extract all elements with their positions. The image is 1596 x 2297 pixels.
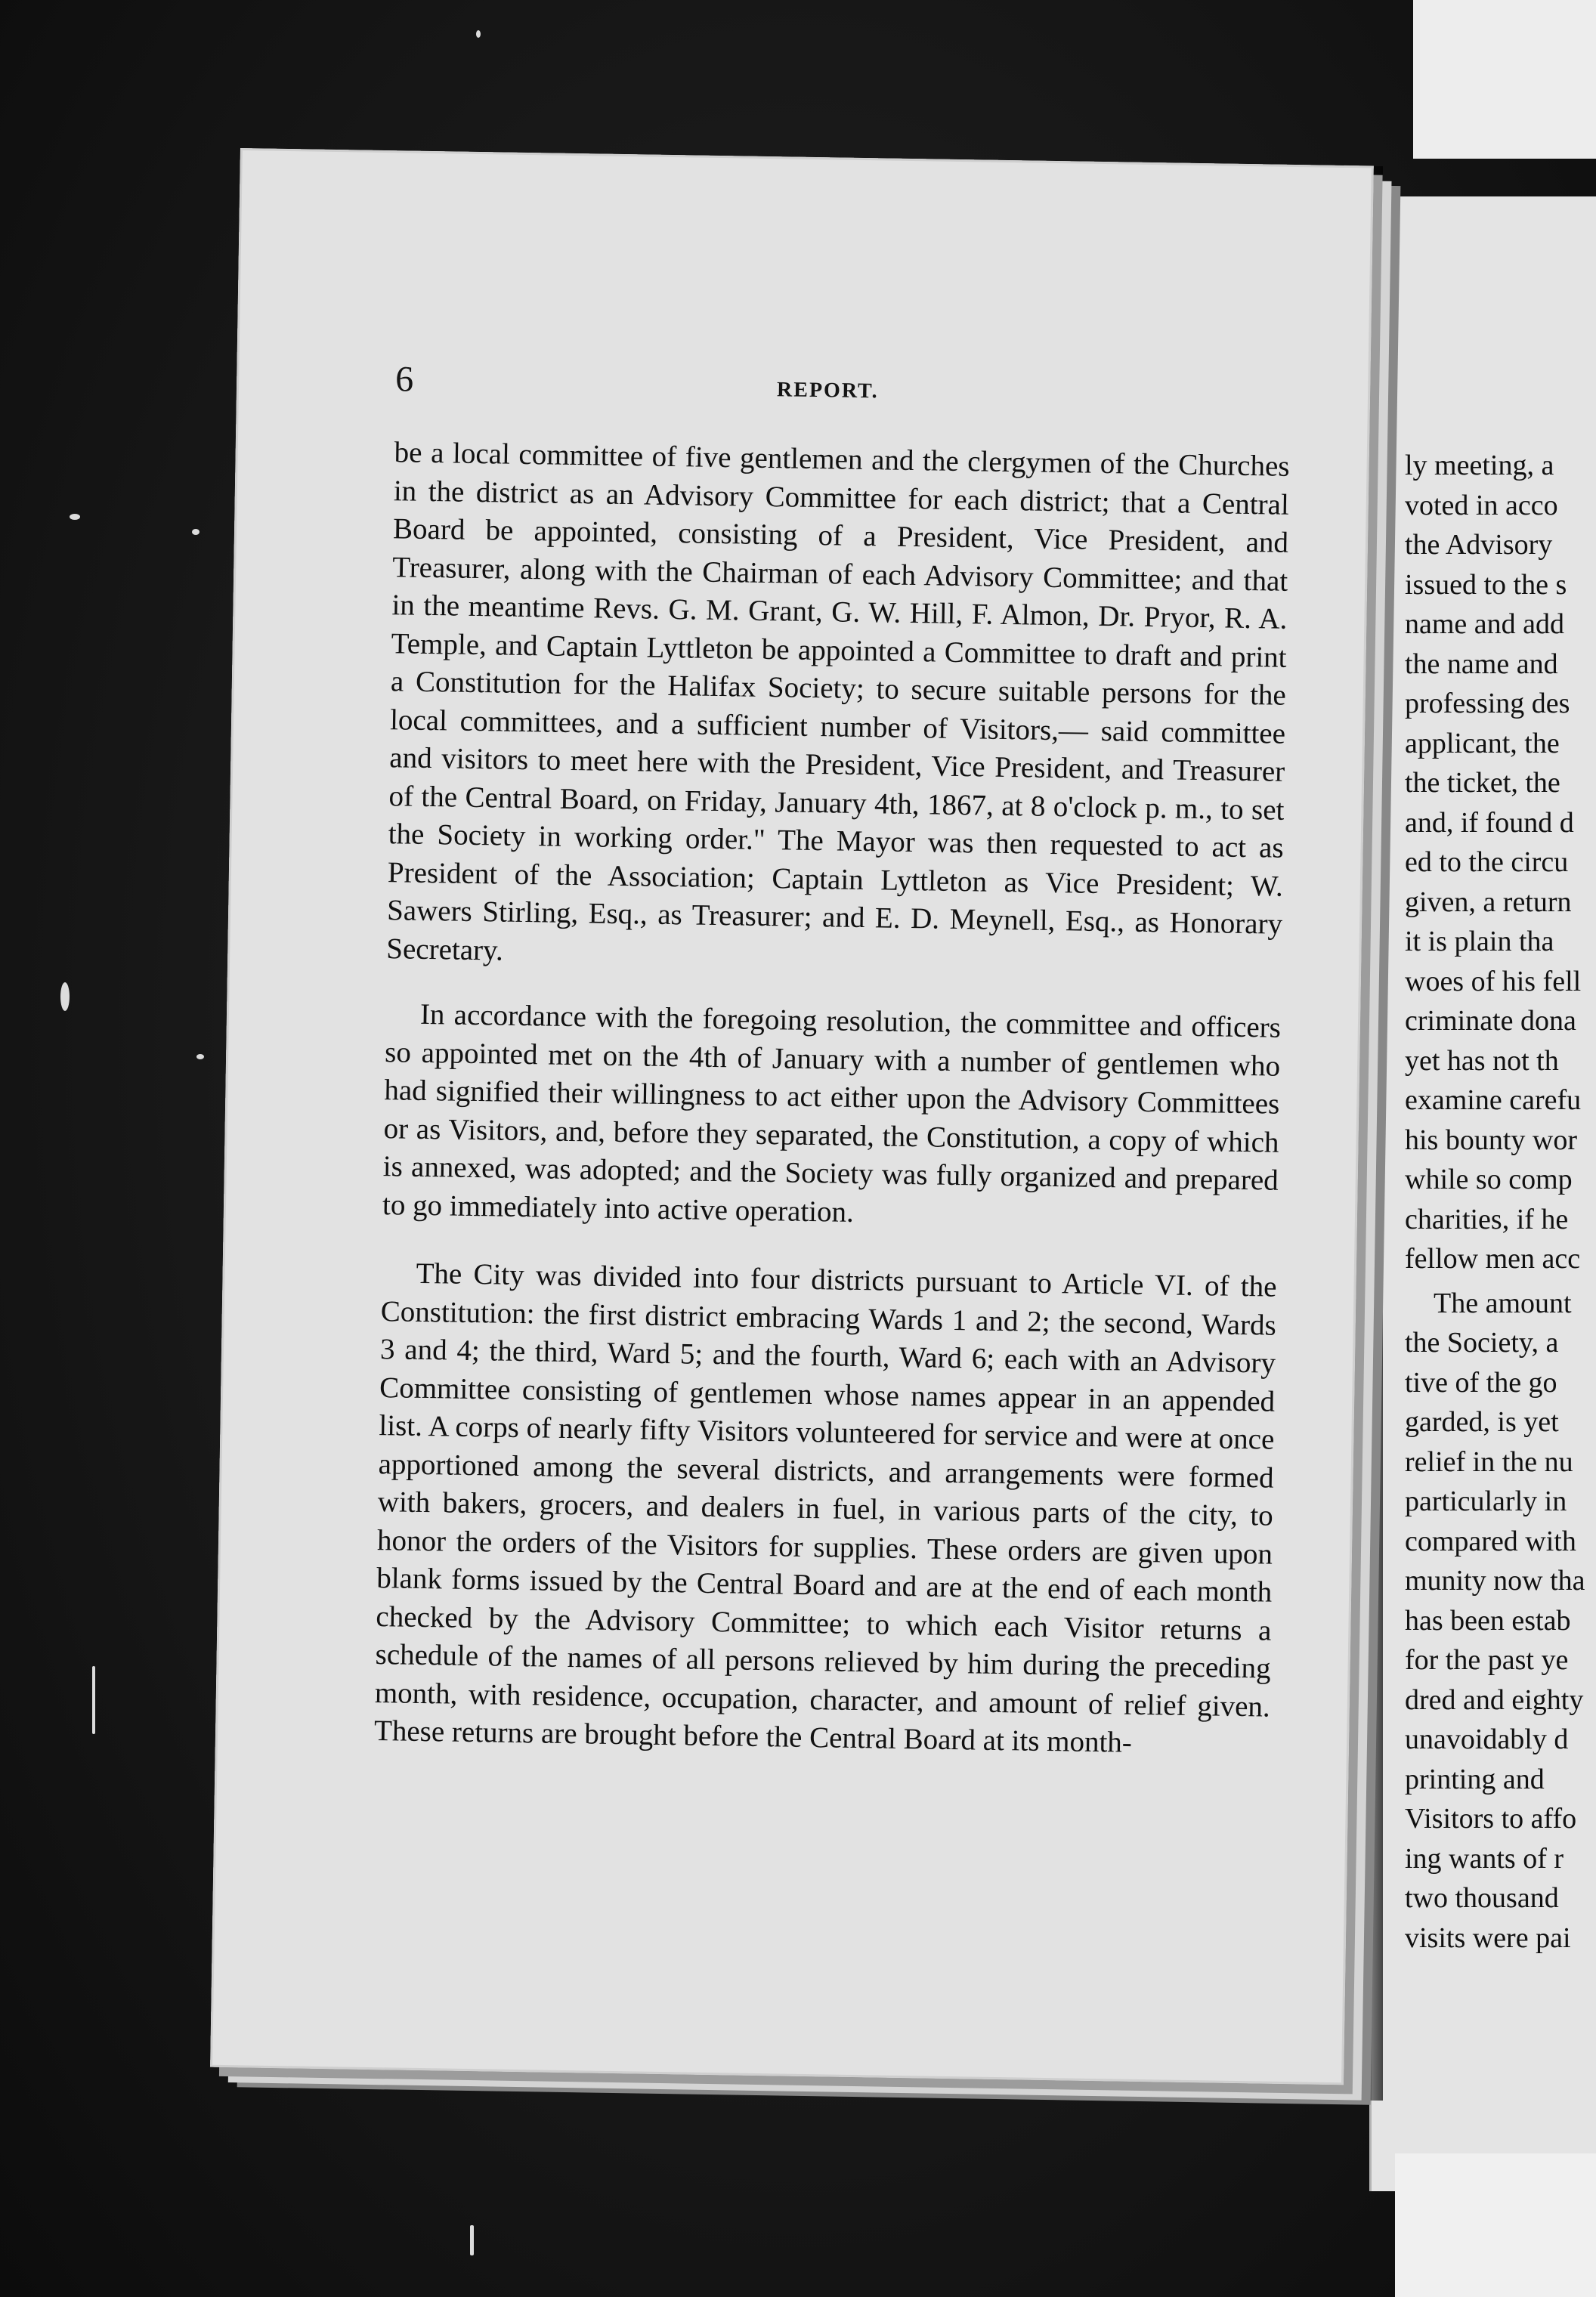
right-page-line: tive of the go (1405, 1366, 1557, 1399)
dust-speck (60, 982, 70, 1011)
right-page-line: and, if found d (1405, 806, 1574, 839)
left-page (210, 148, 1374, 2085)
right-page-line: ed to the circu (1405, 846, 1569, 878)
right-page-line: issued to the s (1405, 568, 1567, 601)
dust-speck (92, 1666, 95, 1734)
left-page-content (373, 358, 1291, 1795)
page-header (395, 358, 1291, 425)
right-page-line: applicant, the (1405, 727, 1560, 759)
right-page-line: ly meeting, a (1405, 450, 1554, 481)
right-page-line: examine carefu (1405, 1084, 1582, 1116)
right-page-line: The amount (1434, 1287, 1572, 1319)
right-page-line: professing des (1405, 688, 1570, 719)
right-page-line: has been estab (1405, 1604, 1571, 1637)
right-page-line: fellow men acc (1405, 1243, 1581, 1275)
right-page-line: for the past ye (1405, 1644, 1569, 1676)
right-page-line: name and add (1405, 608, 1565, 640)
right-page-line: particularly in (1405, 1485, 1567, 1517)
right-page-line: yet has not th (1405, 1044, 1559, 1077)
right-page-line: ing wants of r (1405, 1842, 1564, 1875)
right-page-line: criminate dona (1405, 1005, 1576, 1037)
right-page-line: two thousand (1405, 1882, 1559, 1914)
right-page-line: unavoidably d (1405, 1724, 1569, 1755)
right-page-line: the ticket, the (1405, 767, 1560, 799)
right-page-line: while so comp (1405, 1164, 1573, 1195)
dust-speck (476, 30, 481, 38)
right-page-line: relief in the nu (1405, 1445, 1573, 1478)
right-page-line: visits were pai (1405, 1921, 1571, 1954)
dust-speck (70, 514, 80, 520)
paragraph-districts: The City was divided into four districts pursuant to Article VI. of the Constitution: the first district embracing Wards 1 and 2; the second, Wards 3 and 4; the third, Ward 5; and the fourth, Ward 6; each with an Advisory Committee consisting of gentlemen whose names appear in an appended list. A corps of nearly fifty Visitors volunteered for service and were at once apportioned among the several districts, and arrangements were formed with bakers, grocers, and dealers in fuel, in various parts of the city, to honor the orders of the Visitors for supplies. These orders are given upon blank forms issued by the Central Board and are at the end of each month checked by the Advisory Committee; to which each Visitor returns a schedule of the names of all persons relieved by him during the preceding month, with residence, occupation, character, and amount of relief given. These returns are brought before the Central Board at its month- (373, 1257, 1277, 1759)
right-page-line: charities, if he (1405, 1203, 1569, 1235)
dust-speck (192, 529, 200, 535)
right-page-line: it is plain tha (1405, 926, 1554, 957)
right-page-line: dred and eighty (1405, 1683, 1584, 1716)
right-page-line: munity now tha (1405, 1565, 1585, 1597)
right-page-line: his bounty wor (1405, 1124, 1577, 1156)
right-page-line: woes of his fell (1405, 965, 1582, 997)
right-page-text (1405, 446, 1596, 1958)
film-edge-light (1395, 2153, 1596, 2297)
paragraph-organization: In accordance with the foregoing resolution, the committee and officers so appointed met on the 4th of January with a number of gentlemen who had signified their willingness to act either upon the Advisory Committees or as Visitors, and, before they separated, the Constitution, a copy of which is annexed, was adopted; and the Society was fully organized and prepared to go immediately into active operation. (382, 997, 1282, 1229)
right-page-line: Visitors to affo (1405, 1803, 1577, 1835)
dust-speck (470, 2225, 474, 2255)
right-page-line: garded, is yet (1405, 1406, 1559, 1438)
right-page-line: the Society, a (1405, 1327, 1559, 1359)
right-page-line: given, a return (1405, 886, 1572, 918)
right-page-line: printing and (1405, 1763, 1545, 1795)
page-number: 6 (394, 359, 414, 400)
right-page (1369, 196, 1596, 2191)
film-edge-light (1413, 0, 1596, 159)
right-page-line: the name and (1405, 648, 1558, 680)
right-page-line: voted in acco (1405, 489, 1558, 521)
right-page-line: the Advisory (1405, 529, 1553, 561)
running-head: REPORT. (776, 378, 879, 403)
dust-speck (196, 1054, 204, 1059)
paragraph-resolution: be a local committee of five gentlemen and the clergymen of the Churches in the district as an Advisory Committee for each district; that a Central Board be appointed, consisting of a President, Vice President, and Treasurer, along with the Chairman of each Advisory Committee; and that in the meantime Revs. G. M. Grant, G. W. Hill, F. Almon, Dr. Pryor, R. A. Temple, and Captain Lyttleton be appointed a Committee to draft and print a Constitution for the Halifax Society; to secure suitable persons for the local committees, and a sufficient number of Visitors,— said committee and visitors to meet here with the President, Vice President, and Treasurer of the Central Board, on Friday, January 4th, 1867, at 8 o'clock p. m., to set the Society in working order." The Mayor was then requested to act as President of the Association; Captain Lyttleton as Vice President; W. Sawers Stirling, Esq., as Treasurer; and E. D. Meynell, Esq., as Honorary Secretary. (386, 436, 1290, 967)
right-page-line: compared with (1405, 1525, 1576, 1557)
